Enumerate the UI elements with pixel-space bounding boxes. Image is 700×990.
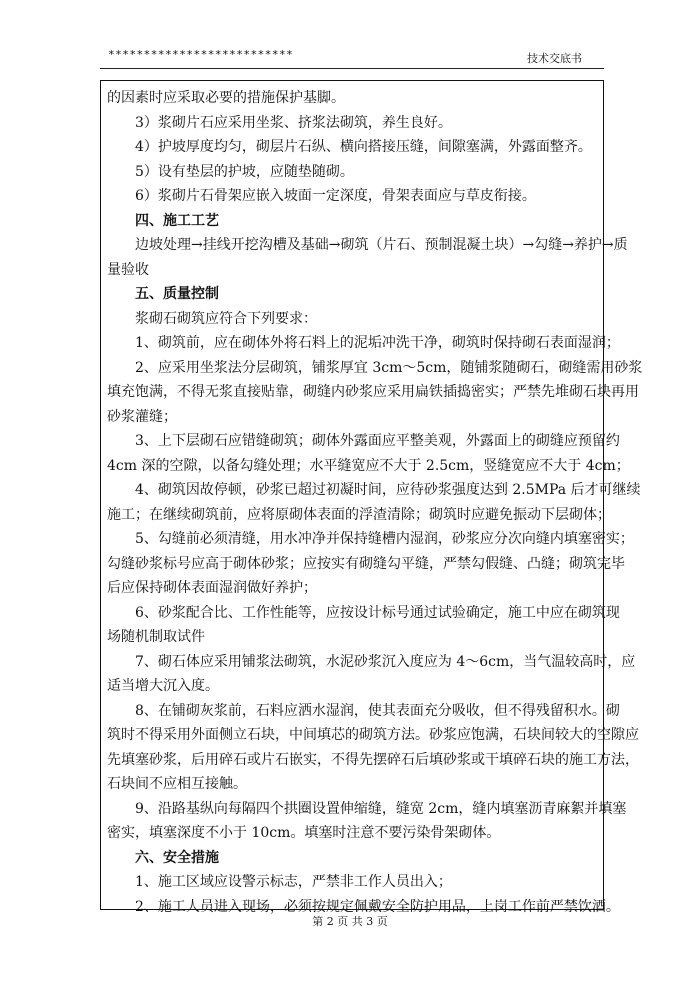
- text-line: 施工；在继续砌筑前，应将原砌体表面的浮渣清除；砌筑时应避免振动下层砌体；: [107, 506, 611, 523]
- text-line: 8、在铺砌灰浆前，石料应洒水湿润，使其表面充分吸收，但不得残留积水。砌: [135, 702, 620, 719]
- text-line: 1、砌筑前，应在砌体外将石料上的泥垢冲洗干净，砌筑时保持砌石表面湿润；: [135, 335, 620, 351]
- text-line: 筑时不得采用外面侧立石块，中间填芯的砌筑方法。砂浆应饱满，石块间较大的空隙应: [107, 727, 639, 743]
- header-title: 技术交底书: [527, 52, 582, 65]
- header-divider: [100, 68, 604, 69]
- section-heading: 五、质量控制: [135, 286, 219, 302]
- text-line: 2、施工人员进入现场，必须按规定佩戴安全防护用品，上岗工作前严禁饮酒。: [135, 898, 620, 915]
- text-line: 勾缝砂浆标号应高于砌体砂浆；应按实有砌缝勾平缝，严禁勾假缝、凸缝；砌筑完毕: [107, 555, 625, 572]
- section-heading: 六、安全措施: [135, 849, 219, 866]
- text-line: 砂浆灌缝；: [107, 408, 177, 425]
- text-line: 3）浆砌片石应采用坐浆、挤浆法砌筑，养生良好。: [135, 114, 452, 131]
- text-line: 后应保持砌体表面湿润做好养护；: [107, 580, 317, 596]
- text-line: 石块间不应相互接触。: [107, 776, 247, 792]
- text-line: 边坡处理→挂线开挖沟槽及基础→砌筑（片石、预制混凝土块）→勾缝→养护→质: [135, 237, 628, 253]
- text-line: 2、应采用坐浆法分层砌筑，铺浆厚宜 3cm～5cm，随铺浆随砌石，砌缝需用砂浆: [135, 359, 643, 376]
- text-line: 填充饱满，不得无浆直接贴靠，砌缝内砂浆应采用扁铁插捣密实；严禁先堆砌石块再用: [107, 384, 639, 400]
- text-line: 量验收: [107, 261, 149, 278]
- text-line: 先填塞砂浆，后用碎石或片石嵌实，不得先摆碎石后填砂浆或干填碎石块的施工方法，: [107, 751, 639, 768]
- text-line: 9、沿路基纵向每隔四个拱圈设置伸缩缝，缝宽 2cm，缝内填塞沥青麻絮并填塞: [135, 800, 627, 817]
- header-stars: **************************: [108, 48, 294, 61]
- section-heading: 四、施工工艺: [135, 212, 219, 229]
- text-line: 4）护坡厚度均匀，砌层片石纵、横向搭接压缝，间隙塞满，外露面整齐。: [135, 139, 592, 155]
- text-line: 1、施工区域应设警示标志，严禁非工作人员出入；: [135, 874, 452, 890]
- text-line: 6）浆砌片石骨架应嵌入坡面一定深度，骨架表面应与草皮衔接。: [135, 188, 536, 204]
- text-line: 4cm 深的空隙，以备勾缝处理；水平缝宽应不大于 2.5cm，竖缝宽应不大于 4cm；: [107, 457, 630, 474]
- text-line: 适当增大沉入度。: [107, 678, 219, 694]
- text-line: 5、勾缝前必须清缝，用水冲净并保持缝槽内湿润，砂浆应分次向缝内填塞密实；: [135, 531, 634, 547]
- text-line: 3、上下层砌石应错缝砌筑；砌体外露面应平整美观，外露面上的砌缝应预留约: [135, 433, 620, 449]
- text-line: 浆砌石砌筑应符合下列要求：: [135, 310, 317, 327]
- text-line: 密实，填塞深度不小于 10cm。填塞时注意不要污染骨架砌体。: [107, 825, 501, 841]
- text-line: 4、砌筑因故停顿，砂浆已超过初凝时间，应待砂浆强度达到 2.5MPa 后才可继续: [135, 482, 641, 498]
- text-line: 7、砌石体应采用铺浆法砌筑，水泥砂浆沉入度应为 4～6cm，当气温较高时，应: [135, 653, 636, 670]
- text-line: 5）设有垫层的护坡，应随垫随砌。: [135, 163, 354, 180]
- text-line: 的因素时应采取必要的措施保护基脚。: [107, 90, 345, 106]
- page-footer: 第 2 页 共 3 页: [312, 915, 388, 928]
- text-line: 场随机制取试件: [107, 629, 205, 645]
- document-body: [107, 86, 643, 919]
- text-line: 6、砂浆配合比、工作性能等，应按设计标号通过试验确定，施工中应在砌筑现: [135, 604, 620, 621]
